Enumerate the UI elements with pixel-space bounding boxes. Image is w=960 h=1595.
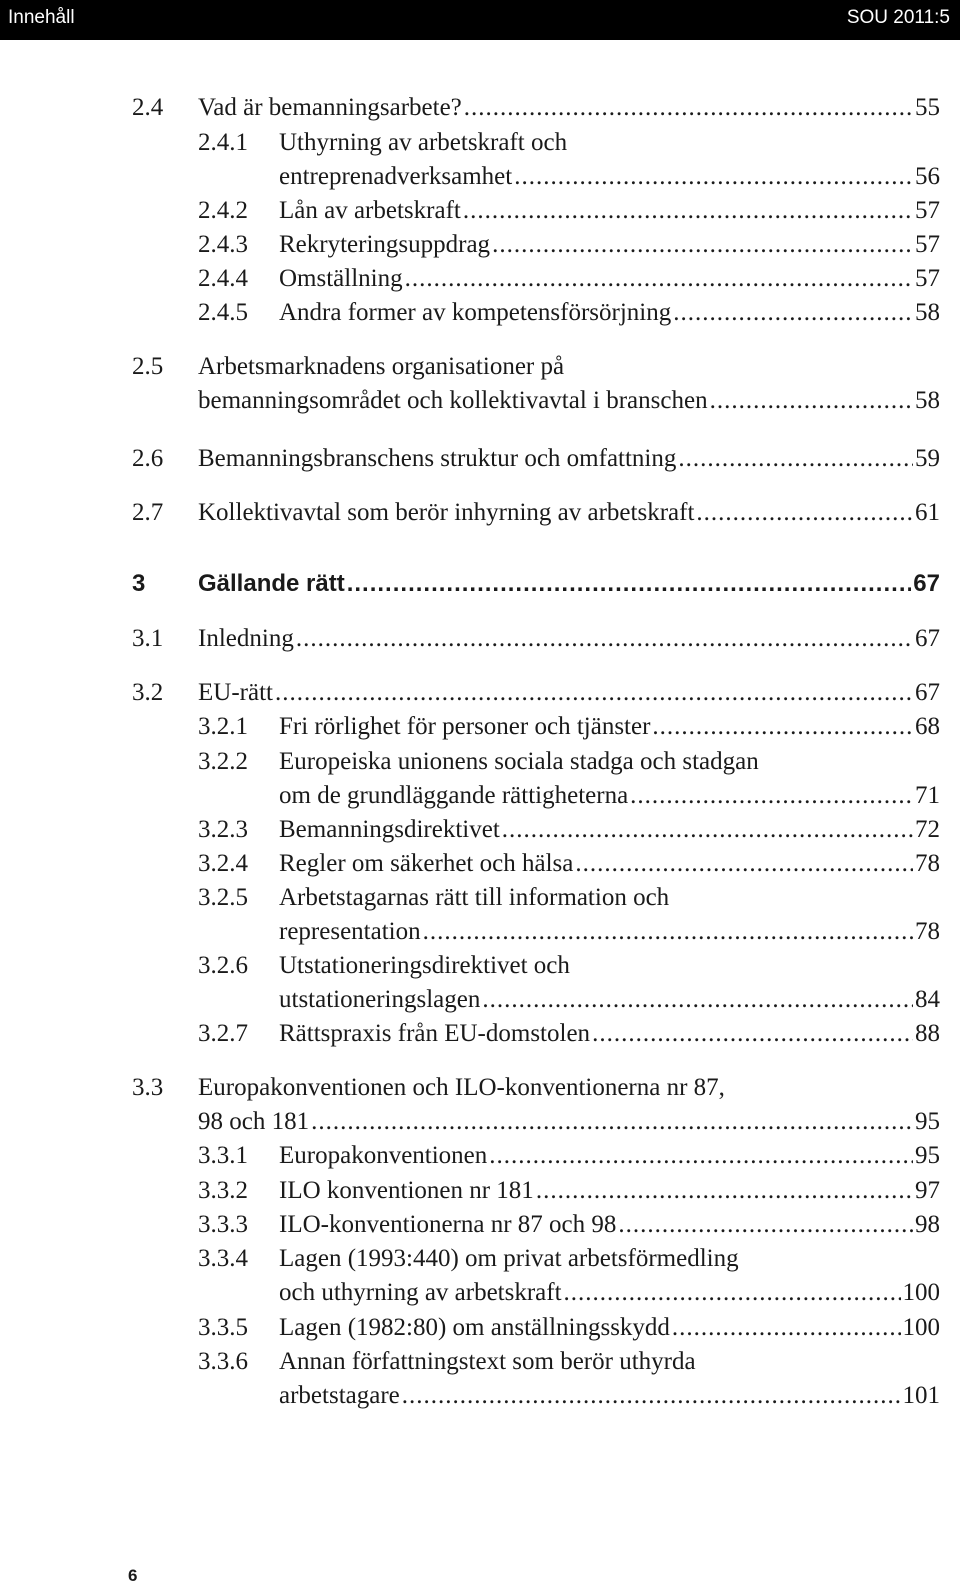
toc-entry-page: 72 bbox=[915, 816, 940, 843]
toc-entry-title-continuation: entreprenadverksamhet bbox=[279, 163, 513, 190]
toc-entry-number: 3.2.2 bbox=[198, 748, 248, 775]
header-document-id: SOU 2011:5 bbox=[846, 7, 950, 28]
toc-entry-page: 95 bbox=[915, 1108, 940, 1135]
page-number: 6 bbox=[128, 1566, 138, 1585]
dot-leader bbox=[311, 1105, 913, 1139]
dot-leader bbox=[672, 1311, 901, 1345]
dot-leader bbox=[536, 1174, 913, 1208]
toc-entry-number: 2.4 bbox=[132, 94, 164, 121]
toc-entry-number: 3.3.1 bbox=[198, 1142, 248, 1169]
toc-entry-number: 3 bbox=[132, 570, 146, 597]
toc-entry-title: Andra former av kompetensförsörjning bbox=[279, 299, 672, 326]
dot-leader bbox=[696, 496, 913, 530]
dot-leader bbox=[464, 91, 913, 125]
toc-entry-title-continuation: bemanningsområdet och kollektivavtal i branschen bbox=[198, 387, 708, 414]
dot-leader bbox=[275, 676, 913, 710]
dot-leader bbox=[592, 1017, 913, 1051]
dot-leader bbox=[296, 622, 913, 656]
toc-entry-title-continuation: 98 och 181 bbox=[198, 1108, 310, 1135]
toc-entry-title: Lagen (1982:80) om anställningsskydd bbox=[279, 1314, 670, 1341]
toc-entry-number: 2.4.4 bbox=[198, 265, 248, 292]
toc-entry-title: Vad är bemanningsarbete? bbox=[198, 94, 462, 121]
toc-entry-number: 3.1 bbox=[132, 625, 164, 652]
toc-entry-number: 3.3.3 bbox=[198, 1211, 248, 1238]
toc-entry-page: 88 bbox=[915, 1020, 940, 1047]
dot-leader bbox=[489, 1139, 913, 1173]
toc-entry bbox=[0, 1071, 960, 1139]
dot-leader bbox=[618, 1208, 913, 1242]
toc-entry bbox=[0, 1345, 960, 1413]
toc-entry-title-continuation: om de grundläggande rättigheterna bbox=[279, 782, 629, 809]
toc-entry-title: Arbetstagarnas rätt till information och bbox=[279, 884, 670, 911]
toc-entry-page: 100 bbox=[902, 1279, 940, 1306]
toc-entry-title: Arbetsmarknadens organisationer på bbox=[198, 353, 565, 380]
dot-leader bbox=[630, 779, 913, 813]
toc-entry bbox=[0, 1242, 960, 1310]
dot-leader bbox=[514, 160, 913, 194]
toc-entry-page: 57 bbox=[915, 265, 940, 292]
toc-entry-page: 58 bbox=[915, 387, 940, 414]
toc-entry-title-continuation: representation bbox=[279, 918, 421, 945]
toc-entry-title: Bemanningsdirektivet bbox=[279, 816, 500, 843]
toc-entry bbox=[0, 126, 960, 194]
toc-entry-number: 3.2.3 bbox=[198, 816, 248, 843]
toc-entry-number: 2.7 bbox=[132, 499, 164, 526]
toc-entry-number: 2.4.5 bbox=[198, 299, 248, 326]
toc-entry-number: 3.3.6 bbox=[198, 1348, 248, 1375]
toc-entry-page: 59 bbox=[915, 445, 940, 472]
toc-entry-title: Rekryteringsuppdrag bbox=[279, 231, 491, 258]
toc-entry-page: 101 bbox=[902, 1382, 940, 1409]
toc-entry-title: Europakonventionen och ILO-konventionerna nr 87, bbox=[198, 1074, 725, 1101]
dot-leader bbox=[575, 847, 913, 881]
toc-entry-page: 68 bbox=[915, 713, 940, 740]
toc-entry-page: 78 bbox=[915, 918, 940, 945]
toc-entry-title: Utstationeringsdirektivet och bbox=[279, 952, 570, 979]
toc-entry-page: 57 bbox=[915, 197, 940, 224]
running-header bbox=[0, 0, 960, 40]
toc-entry bbox=[0, 745, 960, 813]
dot-leader bbox=[405, 262, 913, 296]
toc-entry-number: 3.2.4 bbox=[198, 850, 248, 877]
toc-entry-page: 97 bbox=[915, 1177, 940, 1204]
toc-entry-number: 3.2.5 bbox=[198, 884, 248, 911]
dot-leader bbox=[492, 228, 913, 262]
toc-entry-title: Lagen (1993:440) om privat arbetsförmedling bbox=[279, 1245, 739, 1272]
toc-entry bbox=[0, 350, 960, 418]
toc-entry-page: 78 bbox=[915, 850, 940, 877]
toc-entry-page: 56 bbox=[915, 163, 940, 190]
toc-entry-page: 67 bbox=[913, 570, 940, 597]
toc-entry-number: 2.4.2 bbox=[198, 197, 248, 224]
dot-leader bbox=[502, 813, 913, 847]
toc-entry-title: Europakonventionen bbox=[279, 1142, 488, 1169]
toc-entry-title: Fri rörlighet för personer och tjänster bbox=[279, 713, 651, 740]
toc-entry-page: 67 bbox=[915, 625, 940, 652]
toc-entry-number: 3.2.1 bbox=[198, 713, 248, 740]
toc-entry-title-continuation: arbetstagare bbox=[279, 1382, 400, 1409]
toc-entry-page: 95 bbox=[915, 1142, 940, 1169]
dot-leader bbox=[673, 296, 913, 330]
toc-entry-title: EU-rätt bbox=[198, 679, 273, 706]
toc-entry-number: 3.2.6 bbox=[198, 952, 248, 979]
toc-entry-title: Lån av arbetskraft bbox=[279, 197, 461, 224]
dot-leader bbox=[463, 194, 913, 228]
toc-entry bbox=[0, 949, 960, 1017]
dot-leader bbox=[678, 442, 913, 476]
toc-entry-number: 3.2.7 bbox=[198, 1020, 248, 1047]
toc-entry-title: Rättspraxis från EU-domstolen bbox=[279, 1020, 591, 1047]
toc-entry-title: Uthyrning av arbetskraft och bbox=[279, 129, 568, 156]
toc-entry-title: ILO-konventionerna nr 87 och 98 bbox=[279, 1211, 617, 1238]
toc-entry-page: 100 bbox=[902, 1314, 940, 1341]
toc-entry-number: 2.4.3 bbox=[198, 231, 248, 258]
dot-leader bbox=[710, 384, 913, 418]
dot-leader bbox=[347, 567, 912, 601]
dot-leader bbox=[482, 983, 913, 1017]
toc-entry-page: 55 bbox=[915, 94, 940, 121]
toc-entry-title: Bemanningsbranschens struktur och omfattning bbox=[198, 445, 677, 472]
toc-entry-title: Omställning bbox=[279, 265, 403, 292]
toc-entry-page: 61 bbox=[915, 499, 940, 526]
toc-entry bbox=[0, 496, 960, 564]
toc-entry-title: Europeiska unionens sociala stadga och stadgan bbox=[279, 748, 759, 775]
toc-entry-page: 84 bbox=[915, 986, 940, 1013]
dot-leader bbox=[402, 1379, 901, 1413]
dot-leader bbox=[652, 710, 913, 744]
toc-entry-page: 71 bbox=[915, 782, 940, 809]
toc-entry-number: 3.3.2 bbox=[198, 1177, 248, 1204]
toc-entry-number: 3.3.5 bbox=[198, 1314, 248, 1341]
toc-entry-number: 2.4.1 bbox=[198, 129, 248, 156]
toc-entry-title-continuation: utstationeringslagen bbox=[279, 986, 481, 1013]
toc-entry-page: 57 bbox=[915, 231, 940, 258]
dot-leader bbox=[564, 1276, 901, 1310]
toc-entry-title: Annan författningstext som berör uthyrda bbox=[279, 1348, 696, 1375]
toc-entry-title: Inledning bbox=[198, 625, 294, 652]
toc-entry-title: ILO konventionen nr 181 bbox=[279, 1177, 534, 1204]
toc-entry-number: 3.3.4 bbox=[198, 1245, 248, 1272]
toc-entry-title: Gällande rätt bbox=[198, 570, 345, 597]
toc-entry-number: 3.3 bbox=[132, 1074, 164, 1101]
toc-entry-page: 58 bbox=[915, 299, 940, 326]
toc-entry bbox=[0, 881, 960, 949]
header-section-title: Innehåll bbox=[8, 7, 75, 28]
toc-entry-title: Regler om säkerhet och hälsa bbox=[279, 850, 574, 877]
dot-leader bbox=[423, 915, 913, 949]
toc-entry-page: 67 bbox=[915, 679, 940, 706]
toc-entry-title: Kollektivavtal som berör inhyrning av arbetskraft bbox=[198, 499, 695, 526]
toc-entry-page: 98 bbox=[915, 1211, 940, 1238]
toc-entry-number: 2.5 bbox=[132, 353, 164, 380]
toc-entry-title-continuation: och uthyrning av arbetskraft bbox=[279, 1279, 562, 1306]
toc-entry-number: 2.6 bbox=[132, 445, 164, 472]
toc-entry-number: 3.2 bbox=[132, 679, 164, 706]
